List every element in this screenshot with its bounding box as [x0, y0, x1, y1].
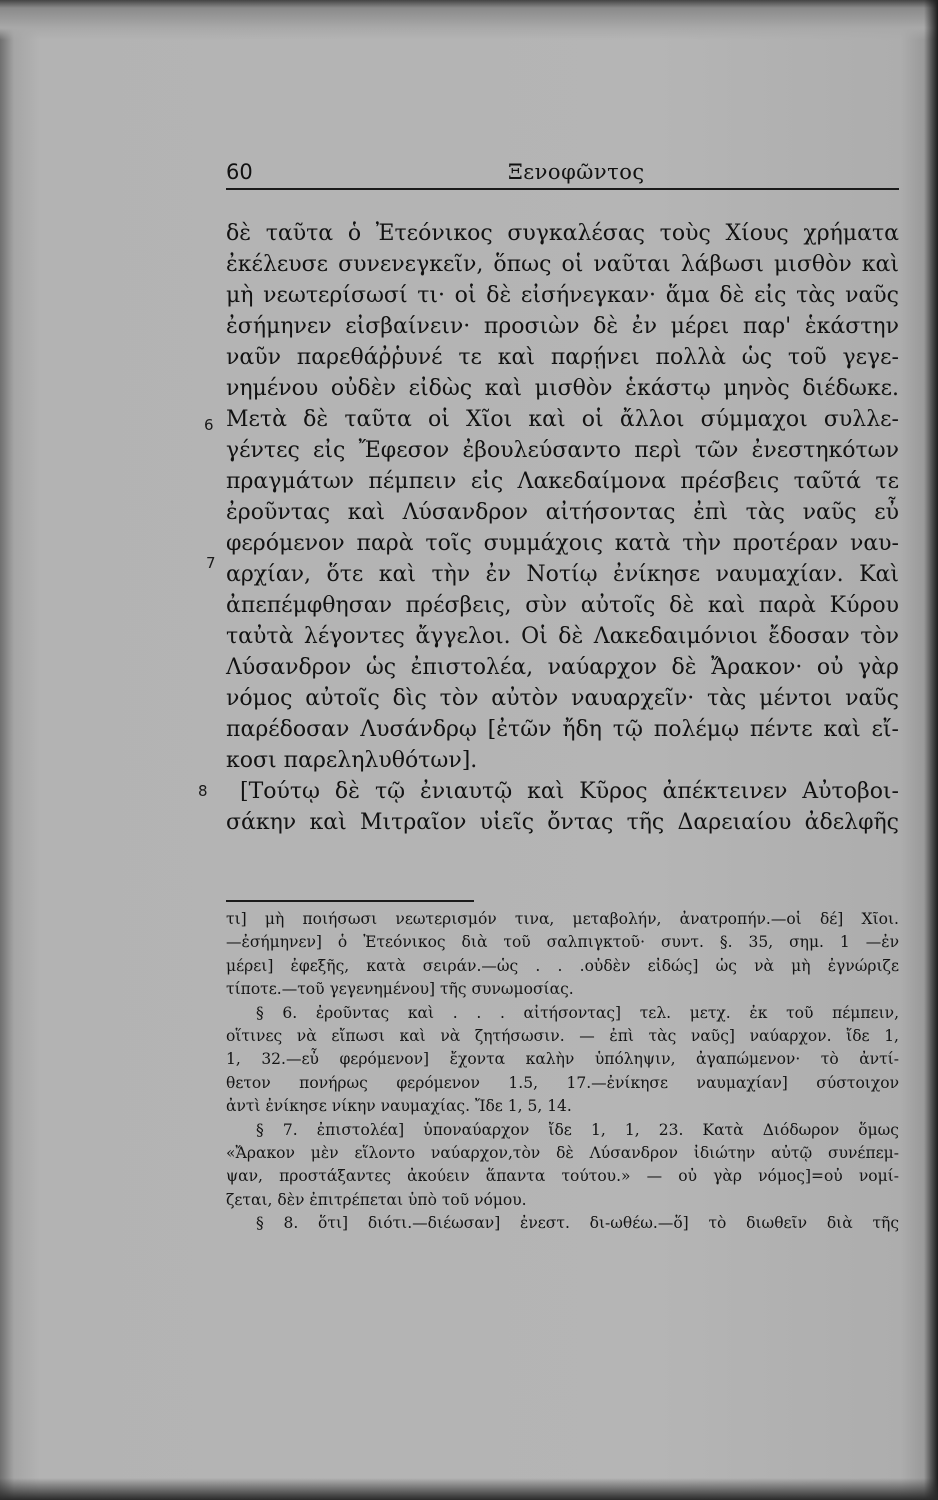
text-line: πραγμάτων πέμπειν εἰς Λακεδαίμονα πρέσβεις ταῦτά τε	[226, 469, 899, 494]
text-line: ἐροῦντας καὶ Λύσανδρον αἰτήσοντας ἐπὶ τὰς ναῦς εὖ	[226, 500, 899, 525]
text-line: 8 [Τούτῳ δὲ τῷ ἐνιαυτῷ καὶ Κῦρος ἀπέκτεινεν Αὐτοβοι-	[226, 776, 899, 807]
footnotes	[226, 908, 899, 1235]
text-line: κοσι παρεληλυθότων].	[226, 748, 478, 773]
text-line: ἀπεπέμφθησαν πρέσβεις, σὺν αὐτοῖς δὲ καὶ παρὰ Κύρου	[226, 593, 899, 618]
text-line: μὴ νεωτερίσωσί τι· οἱ δὲ εἰσήνεγκαν· ἅμα δὲ εἰς τὰς ναῦς	[226, 283, 899, 308]
footnote-line: § 8. ὅτι] διότι.—διέωσαν] ἐνεστ. δι-ωθέω.—ὅ] τὸ διωθεῖν διὰ τῆς	[256, 1214, 899, 1233]
text-line: 6 Μετὰ δὲ ταῦτα οἱ Χῖοι καὶ οἱ ἄλλοι σύμμαχοι συλλε-	[226, 404, 899, 435]
text-line: σάκην καὶ Μιτραῖον υἱεῖς ὄντας τῆς Δαρειαίου ἀδελφῆς	[226, 810, 899, 835]
footnote-line: ζεται, δὲν ἐπιτρέπεται ὑπὸ τοῦ νόμου.	[226, 1190, 527, 1209]
text-line: 7 αρχίαν, ὅτε καὶ τὴν ἐν Νοτίῳ ἐνίκησε ναυμαχίαν. Καὶ	[226, 559, 899, 590]
text-line: δὲ ταῦτα ὁ Ἐτεόνικος συγκαλέσας τοὺς Χίους χρήματα	[226, 221, 899, 246]
text-line: ἐκέλευσε συνενεγκεῖν, ὅπως οἱ ναῦται λάβωσι μισθὸν καὶ	[226, 252, 899, 277]
footnote-line: § 6. ἐροῦντας καὶ . . . αἰτήσοντας] τελ. μετχ. ἐκ τοῦ πέμπειν,	[256, 1003, 899, 1022]
footnote-line: τι] μὴ ποιήσωσι νεωτερισμόν τινα, μεταβολήν, ἀνατροπήν.—οἱ δέ] Χῖοι.	[226, 910, 899, 928]
text-line: παρέδοσαν Λυσάνδρῳ [ἐτῶν ἤδη τῷ πολέμῳ πέντε καὶ εἴ-	[226, 717, 899, 742]
footnote-line: 1, 32.—εὖ φερόμενον] ἔχοντα καλὴν ὑπόληψιν, ἀγαπώμενον· τὸ ἀντί-	[226, 1050, 899, 1069]
footnote-line: ἀντὶ ἐνίκησε νίκην ναυμαχίας. Ἴδε 1, 5, 14.	[226, 1097, 572, 1116]
footnote-line: θετον πονήρως φερόμενον 1.5, 17.—ἐνίκησε ναυμαχίαν] σύστοιχον	[226, 1073, 899, 1092]
footnote-divider	[226, 900, 474, 902]
main-text	[198, 218, 899, 838]
section-number: 6	[204, 416, 214, 434]
footnote-line: «Ἄρακον μὲν εἵλοντο ναύαρχον,τὸν δὲ Λύσανδρον ἰδιώτην αὐτῷ συνέπεμ-	[226, 1143, 899, 1162]
text-line: νόμος αὐτοῖς δὶς τὸν αὐτὸν ναυαρχεῖν· τὰς μέντοι ναῦς	[226, 686, 899, 711]
section-number: 7	[206, 554, 216, 572]
footnote-line: § 7. ἐπιστολέα] ὑποναύαρχον ἴδε 1, 1, 23. Κατὰ Διόδωρον ὅμως	[256, 1120, 899, 1139]
page-bottom-shadow	[0, 1478, 938, 1500]
section-number: 8	[198, 782, 208, 800]
text-line: ταὐτὰ λέγοντες ἄγγελοι. Οἱ δὲ Λακεδαιμόνιοι ἔδοσαν τὸν	[226, 624, 899, 649]
page-number: 60	[226, 160, 253, 184]
text-line: ἐσήμηνεν εἰσβαίνειν· προσιὼν δὲ ἐν μέρει παρ' ἑκάστην	[226, 314, 899, 339]
page-fold-shadow	[0, 0, 938, 40]
footnote-line: οἵτινες νὰ εἴπωσι καὶ νὰ ζητήσωσιν. — ἐπὶ τὰς ναῦς] ναύαρχον. ἴδε 1,	[226, 1026, 899, 1045]
text-line: νημένου οὐδὲν εἰδὼς καὶ μισθὸν ἑκάστῳ μηνὸς διέδωκε.	[226, 376, 899, 401]
page-edge-shadow	[924, 0, 938, 1500]
text-line: Λύσανδρον ὡς ἐπιστολέα, ναύαρχον δὲ Ἄρακον· οὐ γὰρ	[226, 655, 899, 680]
text-line: γέντες εἰς Ἔφεσον ἐβουλεύσαντο περὶ τῶν ἐνεστηκότων	[226, 438, 899, 463]
footnote-line: μέρει] ἐφεξῆς, κατὰ σειράν.—ὡς . . .οὐδὲν εἰδώς] ὡς νὰ μὴ ἐγνώριζε	[226, 956, 899, 975]
footnote-line: —ἐσήμηνεν] ὁ Ἐτεόνικος διὰ τοῦ σαλπιγκτοῦ· συντ. §. 35, σημ. 1 —ἐν	[226, 933, 899, 952]
running-title: Ξενοφῶντος	[508, 160, 645, 184]
footnote-line: ψαν, προστάξαντες ἀκούειν ἅπαντα τούτου.» — οὐ γὰρ νόμος]=οὐ νομί-	[226, 1167, 899, 1186]
page-header	[226, 160, 899, 190]
footnote-line: τίποτε.—τοῦ γεγενημένου] τῆς συνωμοσίας.	[226, 980, 574, 999]
text-line: ναῦν παρεθάῤῥυνέ τε καὶ παρῄνει πολλὰ ὡς τοῦ γεγε-	[226, 345, 899, 370]
text-line: φερόμενον παρὰ τοῖς συμμάχοις κατὰ τὴν προτέραν ναυ-	[226, 531, 899, 556]
